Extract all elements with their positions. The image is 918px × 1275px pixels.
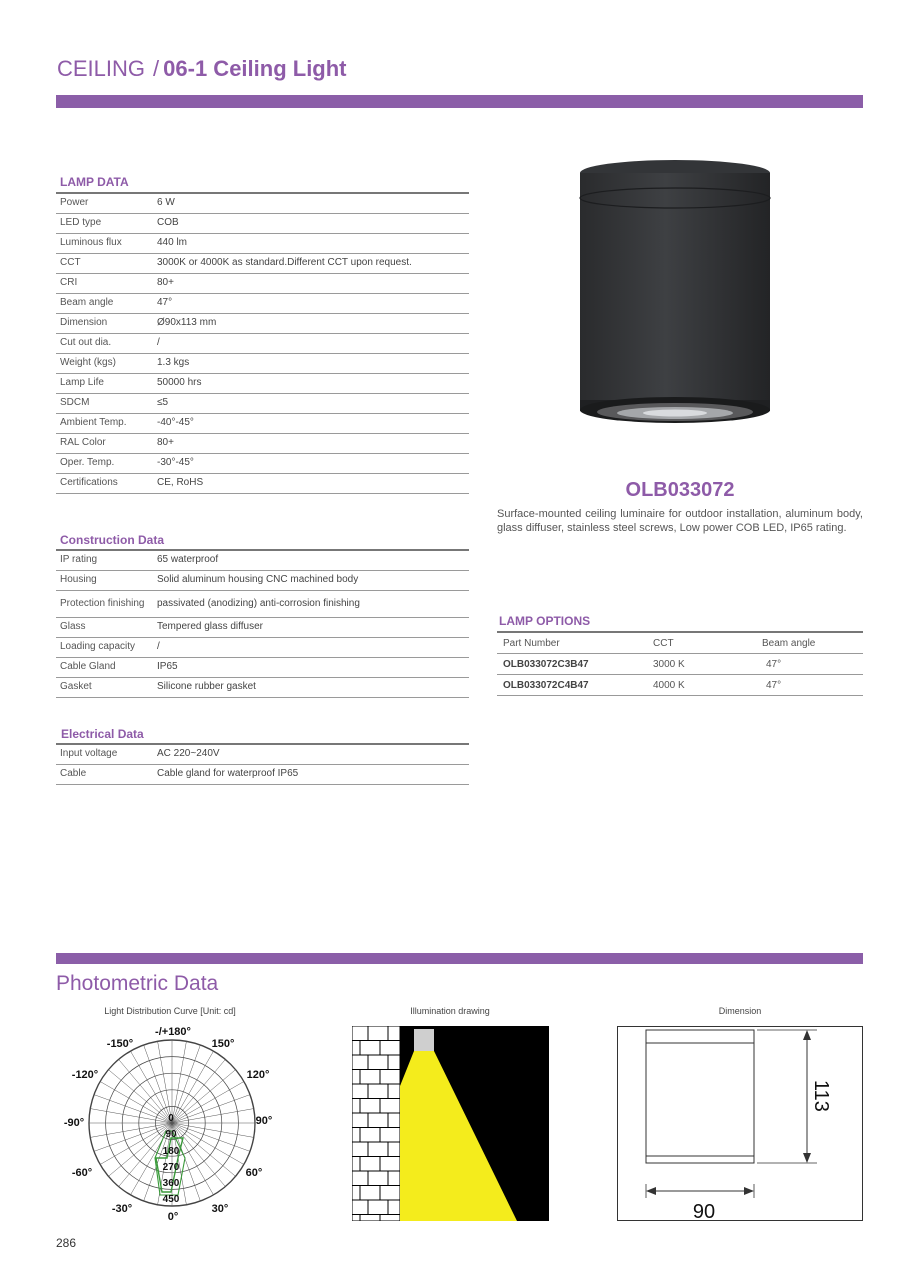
spec-value: / (153, 334, 469, 354)
illumination-caption: Illumination drawing (410, 1006, 490, 1016)
table-row (56, 294, 469, 314)
lamp-options-title: LAMP OPTIONS (499, 614, 591, 628)
spec-label: RAL Color (56, 434, 153, 454)
spec-value: COB (153, 214, 469, 234)
spec-value: 47° (153, 294, 469, 314)
spec-label: Dimension (56, 314, 153, 334)
lamp-fixture (414, 1029, 434, 1051)
spec-label: Protection finishing (56, 591, 153, 618)
spec-label: Ambient Temp. (56, 414, 153, 434)
product-code: OLB033072 (625, 479, 735, 501)
construction-data-title: Construction Data (60, 533, 165, 547)
spec-value: passivated (anodizing) anti-corrosion finishing (153, 591, 469, 618)
spec-value: Tempered glass diffuser (153, 618, 469, 638)
photometric-title: Photometric Data (56, 972, 219, 995)
polar-angle-label: -150° (106, 1038, 134, 1050)
table-row (497, 654, 863, 675)
table-row (56, 394, 469, 414)
table-row (56, 374, 469, 394)
spec-label: CCT (56, 254, 153, 274)
option-cell: OLB033072C3B47 (497, 654, 647, 675)
spec-value: 50000 hrs (153, 374, 469, 394)
spec-label: Power (56, 193, 153, 214)
spec-value: / (153, 638, 469, 658)
spec-label: CRI (56, 274, 153, 294)
spec-value: IP65 (153, 658, 469, 678)
polar-angle-label: -30° (111, 1203, 133, 1215)
spec-label: IP rating (56, 550, 153, 571)
polar-angle-label: 150° (211, 1038, 235, 1050)
option-cell: 4000 K (647, 675, 756, 696)
polar-angle-label: 120° (246, 1069, 270, 1081)
spec-label: Input voltage (56, 744, 153, 765)
product-description: Surface-mounted ceiling luminaire for outdoor installation, aluminum body, glass diffuser, stainless steel screws, Low power COB LED, IP65 rating. (497, 508, 863, 534)
brick-wall (352, 1026, 400, 1221)
table-row (56, 474, 469, 494)
col-header-cct: CCT (647, 632, 756, 654)
spec-label: Cut out dia. (56, 334, 153, 354)
spec-value: 80+ (153, 274, 469, 294)
spec-label: Lamp Life (56, 374, 153, 394)
dimension-caption: Dimension (718, 1006, 762, 1016)
dim-height-label: 113 (810, 1080, 832, 1112)
spec-label: Cable (56, 765, 153, 785)
table-row (56, 571, 469, 591)
spec-label: Certifications (56, 474, 153, 494)
option-cell: 47° (756, 654, 863, 675)
spec-value: Cable gland for waterproof IP65 (153, 765, 469, 785)
page-header (57, 56, 347, 82)
polar-angle-label: -60° (71, 1167, 93, 1179)
spec-value: 440 lm (153, 234, 469, 254)
table-row (56, 434, 469, 454)
spec-label: Gasket (56, 678, 153, 698)
photometric-divider-bar (56, 953, 863, 964)
product-image (575, 158, 775, 433)
spec-value: 6 W (153, 193, 469, 214)
spec-label: Cable Gland (56, 658, 153, 678)
spec-label: Beam angle (56, 294, 153, 314)
polar-ring-label: 270 (162, 1162, 180, 1173)
spec-label: Oper. Temp. (56, 454, 153, 474)
polar-ring-label: 0 (168, 1113, 174, 1124)
spec-value: 65 waterproof (153, 550, 469, 571)
lamp-options-table (497, 631, 863, 696)
polar-angle-label: 60° (245, 1167, 263, 1179)
lamp-data-title: LAMP DATA (60, 175, 129, 189)
table-row (56, 454, 469, 474)
light-distribution-curve (60, 1020, 285, 1225)
table-row (56, 414, 469, 434)
table-row (56, 744, 469, 765)
table-row (56, 678, 469, 698)
polar-angle-label: 0° (167, 1211, 179, 1223)
spec-label: Loading capacity (56, 638, 153, 658)
curve-caption: Light Distribution Curve [Unit: cd] (104, 1006, 236, 1016)
spec-value: AC 220~240V (153, 744, 469, 765)
header-divider-bar (56, 95, 863, 108)
spec-value: Silicone rubber gasket (153, 678, 469, 698)
col-header-beam-angle: Beam angle (756, 632, 863, 654)
option-cell: 3000 K (647, 654, 756, 675)
table-row (56, 765, 469, 785)
table-row (56, 550, 469, 571)
construction-data-table (56, 549, 469, 698)
option-cell: OLB033072C4B47 (497, 675, 647, 696)
spec-value: -40°-45° (153, 414, 469, 434)
table-row (56, 354, 469, 374)
spec-label: Weight (kgs) (56, 354, 153, 374)
spec-label: Luminous flux (56, 234, 153, 254)
spec-label: LED type (56, 214, 153, 234)
polar-angle-label: 90° (255, 1115, 273, 1127)
polar-angle-label: -120° (71, 1069, 99, 1081)
spec-value: 1.3 kgs (153, 354, 469, 374)
option-cell: 47° (756, 675, 863, 696)
col-header-part-number: Part Number (497, 632, 647, 654)
header-product: 06-1 Ceiling Light (163, 56, 347, 81)
header-category: CEILING (57, 56, 146, 81)
spec-value: Solid aluminum housing CNC machined body (153, 571, 469, 591)
table-row (56, 638, 469, 658)
table-row (56, 214, 469, 234)
page-number: 286 (56, 1236, 77, 1250)
dim-width-label: 90 (692, 1201, 716, 1221)
spec-value: 80+ (153, 434, 469, 454)
table-row (56, 234, 469, 254)
polar-ring-label: 450 (162, 1194, 180, 1205)
spec-label: Glass (56, 618, 153, 638)
table-row (56, 658, 469, 678)
spec-value: CE, RoHS (153, 474, 469, 494)
spec-value: 3000K or 4000K as standard.Different CCT upon request. (153, 254, 469, 274)
table-row (56, 334, 469, 354)
table-row (56, 254, 469, 274)
spec-label: SDCM (56, 394, 153, 414)
spec-value: -30°-45° (153, 454, 469, 474)
spec-value: ≤5 (153, 394, 469, 414)
header-separator: / (153, 56, 160, 81)
polar-ring-label: 360 (162, 1178, 180, 1189)
table-row (56, 591, 469, 618)
table-row (56, 274, 469, 294)
table-row (56, 314, 469, 334)
polar-angle-label: -90° (63, 1117, 85, 1129)
spec-label: Housing (56, 571, 153, 591)
electrical-data-table (56, 743, 469, 785)
lamp-data-table (56, 192, 469, 494)
dimension-drawing (617, 1026, 863, 1221)
table-row (56, 193, 469, 214)
illumination-drawing (352, 1026, 549, 1221)
table-row (497, 675, 863, 696)
polar-ring-label: 90 (165, 1129, 177, 1140)
table-row (56, 618, 469, 638)
polar-angle-label: 30° (211, 1203, 229, 1215)
spec-value: Ø90x113 mm (153, 314, 469, 334)
polar-angle-label: -/+180° (155, 1026, 191, 1038)
polar-ring-label: 180 (162, 1146, 180, 1157)
electrical-data-title: Electrical Data (61, 727, 144, 741)
